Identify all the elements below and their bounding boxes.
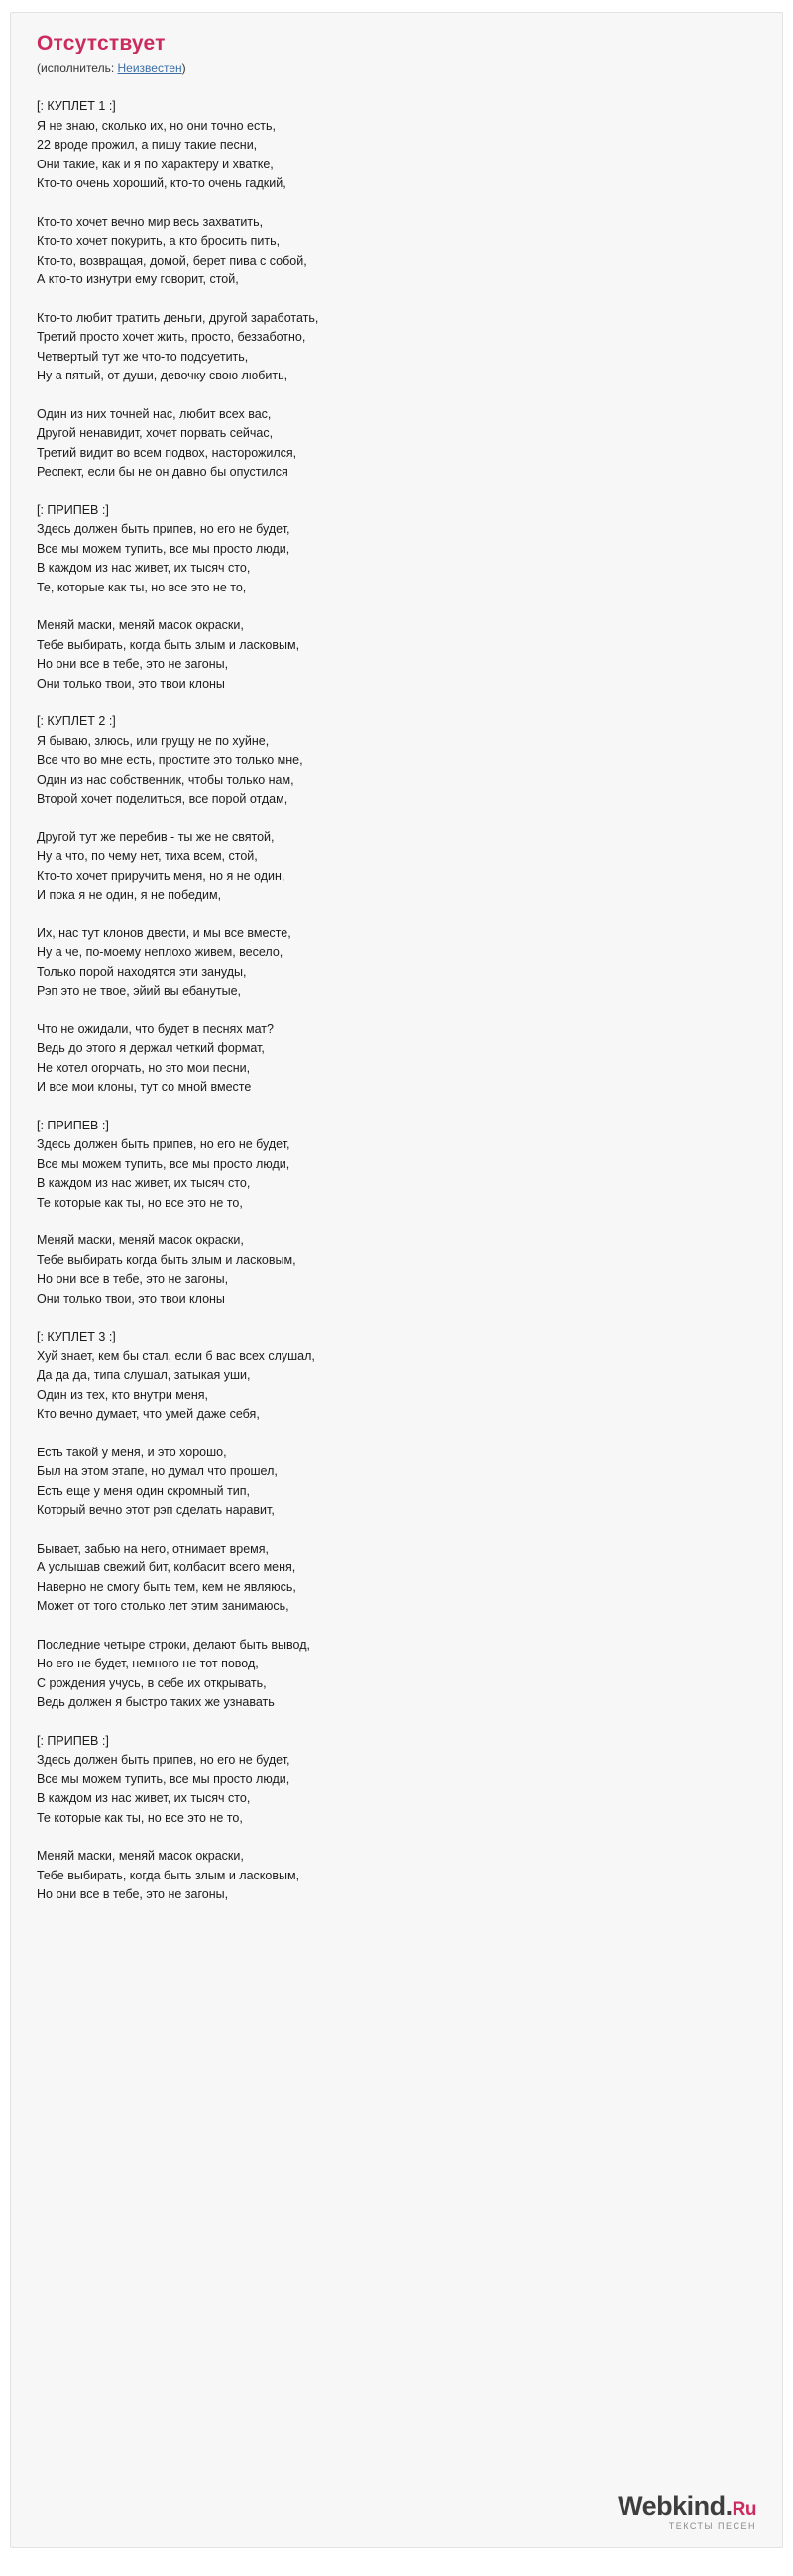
- lyrics-line: Но его не будет, немного не тот повод,: [37, 1657, 259, 1671]
- lyrics-line: Но они все в тебе, это не загоны,: [37, 1272, 229, 1287]
- lyrics-stanza: [37, 1328, 756, 1425]
- lyrics-stanza: [37, 1020, 756, 1098]
- lyrics-line: С рождения учусь, в себе их открывать,: [37, 1675, 267, 1690]
- lyrics-stanza: [37, 1540, 756, 1617]
- lyrics-line: Здесь должен быть припев, но его не будет,: [37, 522, 290, 537]
- lyrics-line: Они только твои, это твои клоны: [37, 676, 225, 691]
- lyrics-stanza: [37, 1732, 756, 1829]
- lyrics-line: Третий видит во всем подвох, насторожился,: [37, 445, 297, 460]
- lyrics-line: Третий просто хочет жить, просто, беззаботно,: [37, 330, 306, 345]
- lyrics-line: Бывает, забью на него, отнимает время,: [37, 1541, 269, 1556]
- lyrics-line: А услышав свежий бит, колбасит всего меня,: [37, 1560, 296, 1575]
- lyrics-stanza: [37, 1117, 756, 1214]
- lyrics-stanza: [37, 828, 756, 906]
- artist-paren-close: ): [181, 61, 186, 76]
- lyrics-line: Тебе выбирать, когда быть злым и ласковым,: [37, 637, 300, 652]
- lyrics-line: Кто-то хочет приручить меня, но я не один,: [37, 868, 285, 883]
- lyrics-stanza: [37, 97, 756, 194]
- lyrics-line: Их, нас тут клонов двести, и мы все вместе,: [37, 925, 291, 940]
- lyrics-line: Те которые как ты, но все это не то,: [37, 1810, 243, 1825]
- lyrics-line: Да да да, типа слушал, затыкая уши,: [37, 1368, 251, 1383]
- lyrics-line: Все что во мне есть, простите это только мне,: [37, 753, 303, 768]
- lyrics-line: [: ПРИПЕВ :]: [37, 502, 109, 517]
- artist-line: [37, 61, 756, 75]
- lyrics-line: Респект, если бы не он давно бы опустился: [37, 465, 288, 480]
- lyrics-line: Второй хочет поделиться, все порой отдам,: [37, 792, 288, 806]
- lyrics-line: Может от того столько лет этим занимаюсь,: [37, 1599, 289, 1614]
- lyrics-stanza: [37, 501, 756, 598]
- lyrics-line: Последние четыре строки, делают быть вывод,: [37, 1637, 310, 1652]
- lyrics-stanza: [37, 1636, 756, 1713]
- lyrics-line: Кто-то хочет покурить, а кто бросить пить,: [37, 234, 281, 249]
- lyrics-line: Все мы можем тупить, все мы просто люди,: [37, 1156, 290, 1171]
- lyrics-line: Наверно не смогу быть тем, кем не являюсь,: [37, 1579, 296, 1594]
- lyrics-line: Тебе выбирать когда быть злым и ласковым,: [37, 1252, 296, 1267]
- lyrics-line: Но они все в тебе, это не загоны,: [37, 1887, 229, 1902]
- lyrics-line: В каждом из нас живет, их тысяч сто,: [37, 1176, 251, 1191]
- lyrics-line: Кто-то хочет вечно мир весь захватить,: [37, 214, 264, 229]
- logo-subtitle: ТЕКСТЫ ПЕСЕН: [668, 2522, 756, 2531]
- lyrics-sheet: [10, 12, 783, 2548]
- lyrics-line: Что не ожидали, что будет в песнях мат?: [37, 1021, 274, 1036]
- lyrics-line: Один из них точней нас, любит всех вас,: [37, 406, 272, 421]
- lyrics-line: Они только твои, это твои клоны: [37, 1291, 225, 1306]
- lyrics-stanza: [37, 712, 756, 809]
- lyrics-line: Кто вечно думает, что умей даже себя,: [37, 1407, 260, 1422]
- lyrics-line: Ну а пятый, от души, девочку свою любить,: [37, 369, 288, 383]
- lyrics-line: Те, которые как ты, но все это не то,: [37, 580, 247, 594]
- lyrics-stanza: [37, 309, 756, 386]
- lyrics-line: Здесь должен быть припев, но его не будет,: [37, 1753, 290, 1768]
- logo-main: Webkind: [618, 2491, 726, 2521]
- lyrics-line: В каждом из нас живет, их тысяч сто,: [37, 1791, 251, 1806]
- lyrics-stanza: [37, 1444, 756, 1521]
- lyrics-line: Ведь должен я быстро таких же узнавать: [37, 1695, 275, 1710]
- page-title: Отсутствует: [37, 32, 166, 54]
- lyrics-stanza: [37, 405, 756, 483]
- lyrics-line: А кто-то изнутри ему говорит, стой,: [37, 272, 239, 287]
- artist-link[interactable]: Неизвестен: [117, 61, 182, 76]
- logo-ru: Ru: [732, 2499, 756, 2520]
- lyrics-line: Ведь до этого я держал четкий формат,: [37, 1041, 265, 1056]
- logo-text: [618, 2493, 756, 2520]
- lyrics-line: Который вечно этот рэп сделать наравит,: [37, 1503, 275, 1518]
- lyrics-line: Кто-то, возвращая, домой, берет пива с собой,: [37, 253, 307, 268]
- lyrics-line: Четвертый тут же что-то подсуетить,: [37, 349, 249, 364]
- lyrics-line: Другой ненавидит, хочет порвать сейчас,: [37, 426, 274, 441]
- artist-label: (исполнитель:: [37, 61, 118, 76]
- lyrics-body: [37, 97, 756, 1905]
- lyrics-line: Хуй знает, кем бы стал, если б вас всех слушал,: [37, 1348, 315, 1363]
- lyrics-line: Те которые как ты, но все это не то,: [37, 1195, 243, 1210]
- lyrics-line: И все мои клоны, тут со мной вместе: [37, 1080, 252, 1095]
- lyrics-line: Есть еще у меня один скромный тип,: [37, 1483, 250, 1498]
- lyrics-line: Не хотел огорчать, но это мои песни,: [37, 1060, 251, 1075]
- lyrics-line: Кто-то любит тратить деньги, другой заработать,: [37, 310, 319, 325]
- logo-dot: .: [725, 2491, 733, 2521]
- lyrics-line: Меняй маски, меняй масок окраски,: [37, 618, 244, 633]
- lyrics-line: [: КУПЛЕТ 3 :]: [37, 1330, 116, 1344]
- lyrics-line: [: ПРИПЕВ :]: [37, 1118, 109, 1132]
- lyrics-line: Есть такой у меня, и это хорошо,: [37, 1445, 227, 1459]
- lyrics-line: Я не знаю, сколько их, но они точно есть,: [37, 118, 276, 133]
- site-logo[interactable]: [618, 2493, 756, 2531]
- lyrics-line: В каждом из нас живет, их тысяч сто,: [37, 561, 251, 576]
- lyrics-line: [: КУПЛЕТ 2 :]: [37, 714, 116, 729]
- lyrics-line: Здесь должен быть припев, но его не будет,: [37, 1137, 290, 1152]
- lyrics-line: Но они все в тебе, это не загоны,: [37, 657, 229, 672]
- lyrics-line: [: ПРИПЕВ :]: [37, 1733, 109, 1748]
- lyrics-line: Меняй маски, меняй масок окраски,: [37, 1234, 244, 1248]
- lyrics-line: Все мы можем тупить, все мы просто люди,: [37, 541, 290, 556]
- lyrics-line: Меняй маски, меняй масок окраски,: [37, 1849, 244, 1864]
- lyrics-stanza: [37, 924, 756, 1002]
- lyrics-line: Один из тех, кто внутри меня,: [37, 1387, 208, 1402]
- lyrics-stanza: [37, 1232, 756, 1309]
- lyrics-line: Только порой находятся эти зануды,: [37, 964, 247, 979]
- lyrics-line: 22 вроде прожил, а пишу такие песни,: [37, 138, 258, 153]
- lyrics-line: Ну а что, по чему нет, тиха всем, стой,: [37, 849, 258, 864]
- lyrics-line: Тебе выбирать, когда быть злым и ласковым,: [37, 1868, 300, 1882]
- lyrics-line: И пока я не один, я не победим,: [37, 888, 222, 903]
- lyrics-stanza: [37, 213, 756, 290]
- lyrics-line: Один из нас собственник, чтобы только нам,: [37, 772, 294, 787]
- lyrics-line: Кто-то очень хороший, кто-то очень гадкий,: [37, 176, 286, 191]
- lyrics-stanza: [37, 616, 756, 694]
- lyrics-line: Был на этом этапе, но думал что прошел,: [37, 1464, 278, 1479]
- lyrics-line: Они такие, как и я по характеру и хватке,: [37, 157, 274, 171]
- lyrics-line: Рэп это не твое, эйий вы ебанутые,: [37, 984, 242, 999]
- lyrics-line: Ну а че, по-моему неплохо живем, весело,: [37, 945, 283, 960]
- lyrics-line: Все мы можем тупить, все мы просто люди,: [37, 1771, 290, 1786]
- lyrics-line: [: КУПЛЕТ 1 :]: [37, 99, 116, 114]
- lyrics-line: Я бываю, злюсь, или грущу не по хуйне,: [37, 733, 270, 748]
- lyrics-stanza: [37, 1847, 756, 1905]
- lyrics-line: Другой тут же перебив - ты же не святой,: [37, 829, 275, 844]
